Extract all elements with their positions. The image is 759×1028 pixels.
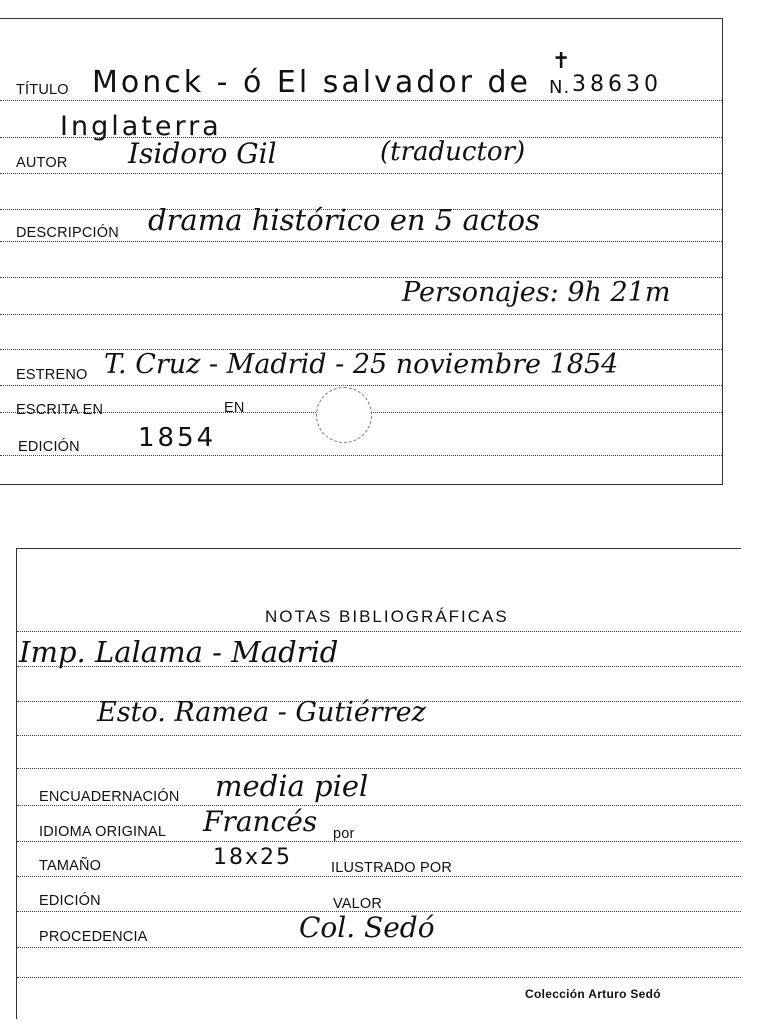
- ruled-line: [17, 876, 741, 877]
- encuadernacion-value: media piel: [215, 769, 369, 803]
- collection-caption: Colección Arturo Sedó: [525, 987, 661, 1001]
- idioma-original-value: Francés: [203, 805, 318, 838]
- punch-hole: [316, 387, 372, 443]
- notes-line-1: Imp. Lalama - Madrid: [19, 635, 339, 669]
- ruled-line: [17, 977, 741, 978]
- tamano-value: 18x25: [213, 845, 293, 870]
- ilustrado-por-label: ILUSTRADO POR: [331, 860, 453, 876]
- titulo-value: Monck - ó El salvador de: [92, 65, 531, 100]
- autor-role: (traductor): [380, 137, 526, 167]
- idioma-original-label: IDIOMA ORIGINAL: [39, 824, 167, 840]
- ruled-line: [17, 841, 741, 842]
- ruled-line: [0, 455, 722, 456]
- personajes-value: Personajes: 9h 21m: [402, 277, 671, 308]
- ruled-line: [0, 241, 722, 242]
- catalog-card-bottom: [16, 548, 741, 1019]
- titulo-label: TÍTULO: [16, 82, 69, 98]
- ruled-line: [17, 735, 741, 736]
- descripcion-value: drama histórico en 5 actos: [148, 203, 540, 237]
- tamano-label: TAMAÑO: [39, 858, 102, 874]
- ruled-line: [0, 385, 722, 386]
- estreno-label: ESTRENO: [16, 367, 88, 383]
- ruled-line: [17, 768, 741, 769]
- edicion-label: EDICIÓN: [18, 439, 80, 455]
- ruled-line: [0, 173, 722, 174]
- ruled-line: [17, 805, 741, 806]
- autor-label: AUTOR: [16, 155, 68, 171]
- catalog-card-top: [0, 18, 723, 485]
- procedencia-label: PROCEDENCIA: [39, 929, 148, 945]
- ruled-line: [0, 314, 722, 315]
- titulo-value-continued: Inglaterra: [60, 111, 222, 142]
- edicion-label: EDICIÓN: [39, 893, 101, 909]
- en-label: EN: [224, 400, 245, 416]
- procedencia-value: Col. Sedó: [299, 911, 435, 944]
- encuadernacion-label: ENCUADERNACIÓN: [39, 789, 180, 805]
- estreno-value: T. Cruz - Madrid - 25 noviembre 1854: [104, 349, 619, 380]
- ruled-line: [17, 947, 741, 948]
- valor-label: VALOR: [333, 896, 383, 912]
- notas-bibliograficas-heading: NOTAS BIBLIOGRÁFICAS: [265, 607, 509, 626]
- numero-label: N.: [549, 77, 571, 98]
- escrita-en-label: ESCRITA EN: [16, 402, 104, 418]
- numero-value: 38630: [572, 72, 662, 97]
- cross-mark-icon: ✝: [552, 49, 571, 74]
- descripcion-label: DESCRIPCIÓN: [16, 225, 119, 241]
- por-label: por: [333, 826, 355, 842]
- ruled-line: [0, 100, 722, 101]
- notes-line-2: Esto. Ramea - Gutiérrez: [97, 697, 426, 728]
- autor-value: Isidoro Gil: [128, 137, 277, 170]
- ruled-line: [17, 631, 741, 632]
- edicion-value: 1854: [138, 423, 217, 453]
